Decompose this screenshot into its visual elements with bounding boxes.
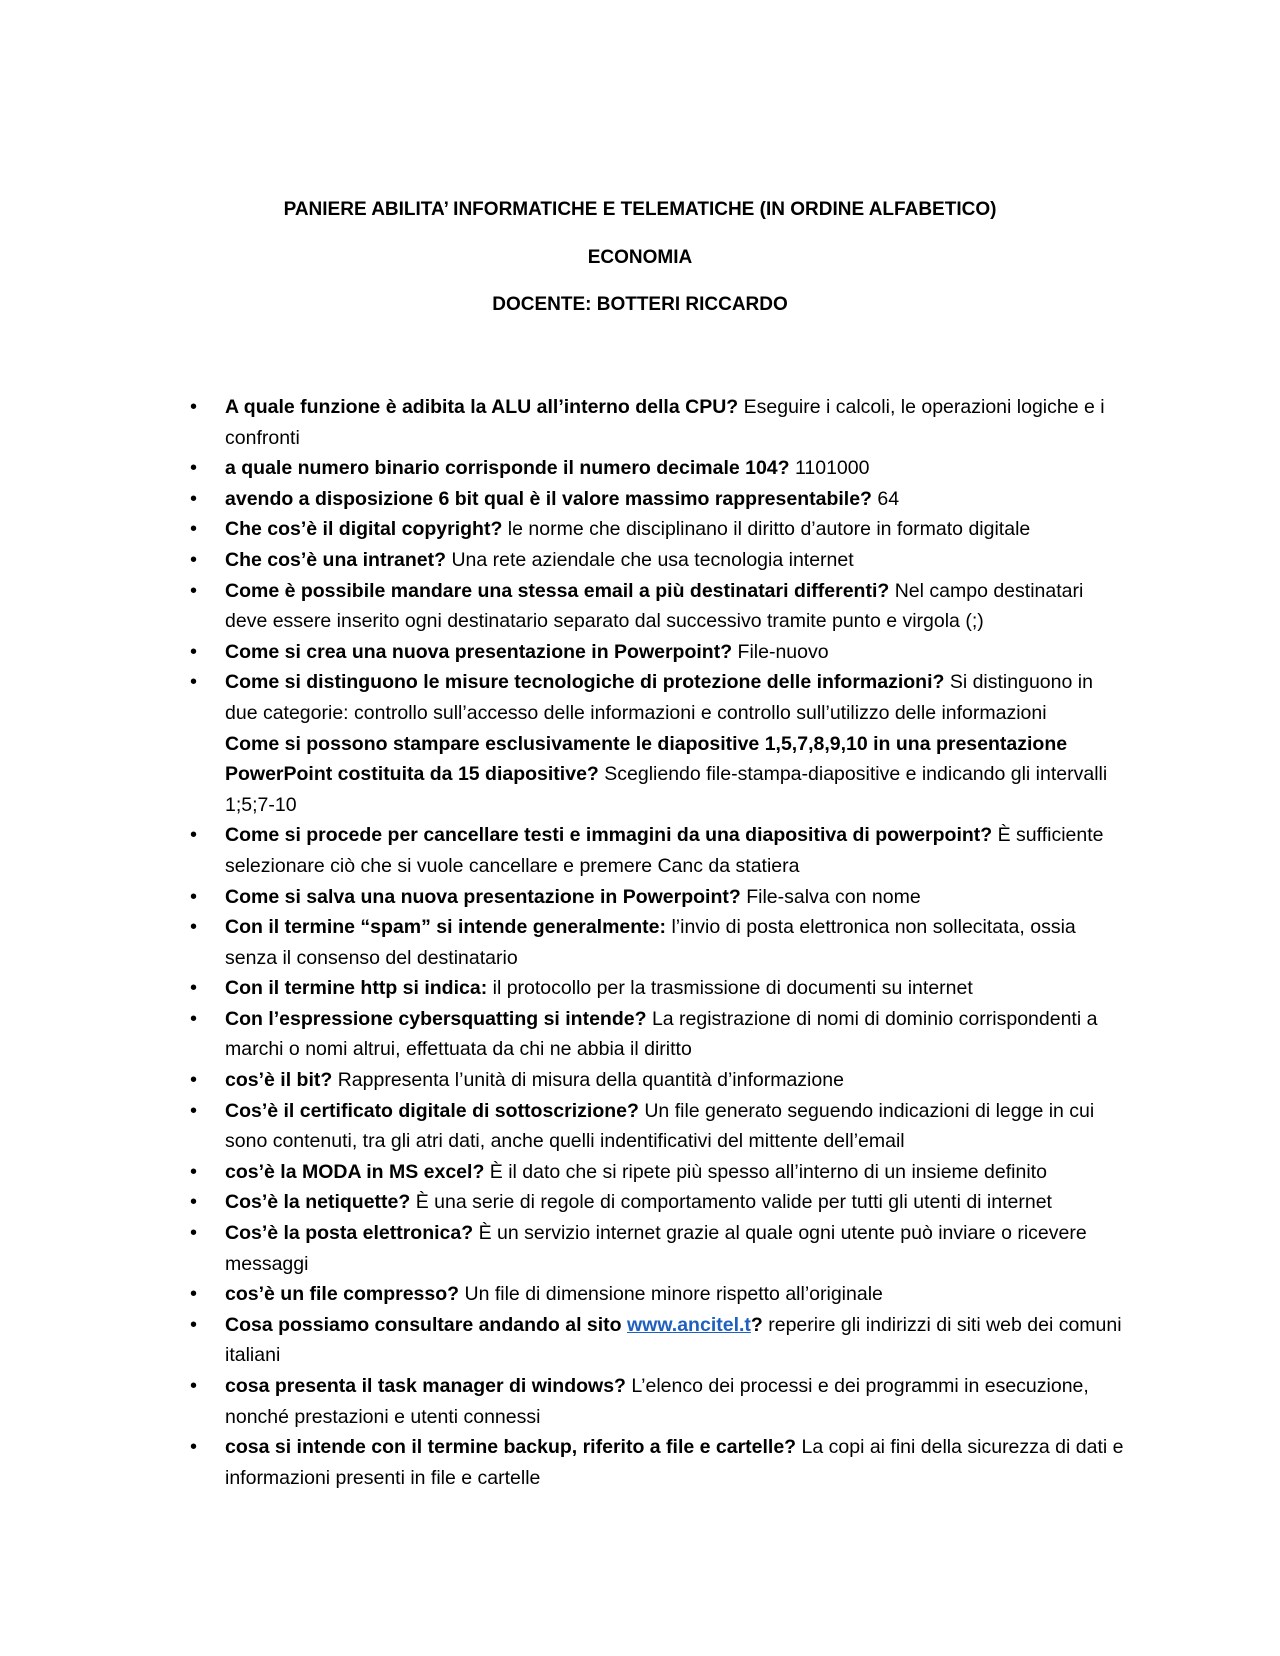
list-item — [190, 882, 1130, 913]
question-text: Con il termine “spam” si intende generalmente: — [225, 916, 667, 939]
question-text: A quale funzione è adibita la ALU all’interno della CPU? — [225, 396, 739, 418]
question-text: Come si possono stampare esclusivamente le diapositive 1,5,7,8,9,10 in una presentazione PowerPoint costituita da 15 diapositive? — [225, 732, 1068, 786]
list-item — [190, 1279, 1130, 1310]
question-text: a quale numero binario corrisponde il numero decimale 104? — [225, 457, 790, 480]
question-text: Cosa possiamo consultare andando al sito — [225, 1313, 622, 1336]
answer-text: La copi ai fini della sicurezza di dati e informazioni presenti in file e cartelle — [225, 1436, 1124, 1489]
question-text: Che cos’è il digital copyright? — [225, 518, 503, 541]
list-item — [190, 667, 1130, 728]
answer-text: Una rete aziendale che usa tecnologia internet — [451, 548, 854, 571]
list-item — [190, 1218, 1130, 1279]
answer-text: 64 — [877, 487, 900, 510]
answer-text: le norme che disciplinano il diritto d’autore in formato digitale — [507, 518, 1031, 541]
answer-text: Si distinguono in due categorie: controllo sull’accesso delle informazioni e controllo sull’utilizzo delle informazioni — [225, 671, 1093, 724]
answer-text: È una serie di regole di comportamento valide per tutti gli utenti di internet — [415, 1191, 1052, 1214]
answer-text: Nel campo destinatari deve essere inserito ogni destinatario separato dal successivo tramite punto e virgola (;) — [225, 579, 1084, 633]
list-item — [190, 1157, 1130, 1188]
answer-text: L’elenco dei processi e dei programmi in esecuzione, nonché prestazioni e utenti connessi — [225, 1375, 1089, 1428]
question-text: Cos’è la netiquette? — [225, 1191, 411, 1214]
document-subject: ECONOMIA — [587, 247, 693, 268]
question-text: cosa si intende con il termine backup, riferito a file e cartelle? — [225, 1436, 797, 1459]
ancitel-link[interactable]: www.ancitel.t — [627, 1313, 751, 1336]
question-text: Come si crea una nuova presentazione in Powerpoint? — [225, 640, 733, 663]
answer-text: Scegliendo file-stampa-diapositive e indicando gli intervalli 1;5;7-10 — [225, 763, 1108, 816]
answer-text: Un file generato seguendo indicazioni di legge in cui sono contenuti, tra gli atri dati, anche quelli indentificativi del mittente dell’email — [225, 1099, 1095, 1153]
document-title: PANIERE ABILITA’ INFORMATICHE E TELEMATICHE (IN ORDINE ALFABETICO) — [283, 199, 997, 220]
list-item — [190, 973, 1130, 1004]
answer-text: 1101000 — [795, 457, 870, 480]
question-text: cos’è il bit? — [225, 1069, 333, 1092]
list-item — [190, 1371, 1130, 1432]
answer-text: l’invio di posta elettronica non sollecitata, ossia senza il consenso del destinatario — [225, 916, 1076, 969]
question-text: avendo a disposizione 6 bit qual è il valore massimo rappresentabile? — [225, 487, 872, 510]
question-text: Cos’è la posta elettronica? — [225, 1222, 474, 1245]
answer-text: Rappresenta l’unità di misura della quantità d’informazione — [337, 1069, 844, 1092]
question-text: Come è possibile mandare una stessa email a più destinatari differenti? — [225, 579, 890, 602]
list-item — [190, 820, 1130, 881]
question-text: Che cos’è una intranet? — [225, 548, 447, 571]
list-item — [190, 545, 1130, 576]
question-text: cos’è la MODA in MS excel? — [225, 1160, 485, 1183]
question-text: Con l’espressione cybersquatting si intende? — [225, 1007, 647, 1030]
question-text: cos’è un file compresso? — [225, 1283, 460, 1306]
answer-text: reperire gli indirizzi di siti web dei comuni italiani — [225, 1313, 1122, 1367]
answer-text: File-salva con nome — [746, 885, 921, 908]
answer-text: È il dato che si ripete più spesso all’interno di un insieme definito — [489, 1160, 1047, 1183]
question-text: cosa presenta il task manager di windows? — [225, 1375, 626, 1397]
list-item — [190, 912, 1130, 973]
list-item — [190, 1187, 1130, 1218]
list-item — [190, 1004, 1130, 1065]
question-text: Con il termine http si indica: — [225, 977, 488, 1000]
list-item — [190, 484, 1130, 515]
answer-text: Eseguire i calcoli, le operazioni logiche e i confronti — [225, 396, 1105, 449]
list-item — [190, 392, 1130, 453]
question-text: Come si procede per cancellare testi e immagini da una diapositiva di powerpoint? — [225, 824, 993, 847]
list-item — [190, 1432, 1130, 1493]
qa-list — [190, 392, 1130, 1493]
list-item — [190, 453, 1130, 484]
document-teacher: DOCENTE: BOTTERI RICCARDO — [492, 294, 788, 315]
question-mark: ? — [750, 1313, 763, 1336]
list-item — [190, 1310, 1130, 1371]
answer-text: Un file di dimensione minore rispetto all’originale — [464, 1283, 883, 1306]
list-item — [190, 576, 1130, 637]
answer-text: File-nuovo — [737, 640, 829, 663]
list-item — [190, 1096, 1130, 1157]
question-text: Cos’è il certificato digitale di sottoscrizione? — [225, 1099, 639, 1122]
list-item — [190, 1065, 1130, 1096]
list-item — [190, 514, 1130, 545]
answer-text: il protocollo per la trasmissione di documenti su internet — [492, 977, 973, 1000]
answer-text: È sufficiente selezionare ciò che si vuole cancellare e premere Canc da statiera — [225, 824, 1104, 877]
question-text: Come si salva una nuova presentazione in Powerpoint? — [225, 885, 741, 908]
answer-text: È un servizio internet grazie al quale ogni utente può inviare o ricevere messaggi — [225, 1222, 1087, 1275]
list-item — [190, 729, 1130, 821]
list-item — [190, 637, 1130, 668]
answer-text: La registrazione di nomi di dominio corrispondenti a marchi o nomi altrui, effettuata da chi ne abbia il diritto — [225, 1007, 1098, 1061]
question-text: Come si distinguono le misure tecnologiche di protezione delle informazioni? — [225, 671, 945, 694]
